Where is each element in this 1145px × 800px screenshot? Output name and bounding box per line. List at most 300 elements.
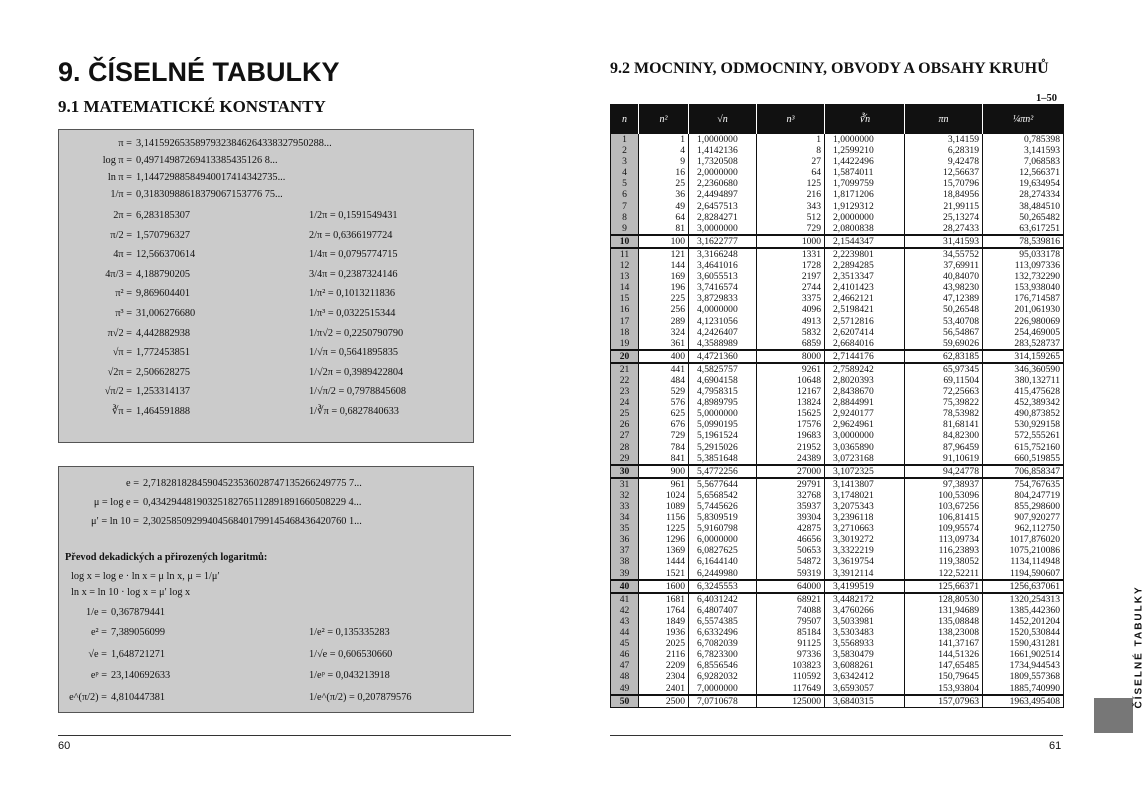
- table-cell: 4,2426407: [689, 327, 757, 338]
- table-cell: 147,65485: [905, 660, 983, 671]
- table-cell: 2209: [639, 660, 689, 671]
- table-cell: 3,7416574: [689, 282, 757, 293]
- table-cell: 75,39822: [905, 397, 983, 408]
- table-cell: 314,159265: [983, 350, 1064, 363]
- table-cell: 94,24778: [905, 465, 983, 478]
- table-cell: 13824: [757, 397, 825, 408]
- table-cell: 121: [639, 248, 689, 260]
- table-row: [611, 156, 1064, 167]
- table-row: [611, 593, 1064, 605]
- constant-value: 23,140692633: [111, 670, 171, 681]
- row-index: 6: [611, 189, 639, 200]
- table-cell: 117649: [757, 683, 825, 695]
- table-cell: 1089: [639, 501, 689, 512]
- table-cell: 4,7958315: [689, 386, 757, 397]
- row-index: 42: [611, 605, 639, 616]
- constant-value: 1,14472988584940017414342735...: [136, 172, 286, 183]
- table-cell: 729: [757, 223, 825, 235]
- table-cell: 289: [639, 316, 689, 327]
- row-index: 17: [611, 316, 639, 327]
- table-cell: 3,3019272: [825, 534, 905, 545]
- table-cell: 3,5830479: [825, 649, 905, 660]
- table-cell: 1: [757, 134, 825, 145]
- table-cell: 103,67256: [905, 501, 983, 512]
- table-row: [611, 282, 1064, 293]
- table-cell: 3,2396118: [825, 512, 905, 523]
- table-cell: 103823: [757, 660, 825, 671]
- table-cell: 2,5712816: [825, 316, 905, 327]
- table-cell: 116,23893: [905, 545, 983, 556]
- table-cell: 3,3322219: [825, 545, 905, 556]
- page-number-left: 60: [58, 740, 71, 752]
- table-cell: 65,97345: [905, 363, 983, 375]
- table-cell: 3,4760266: [825, 605, 905, 616]
- table-cell: 15625: [757, 408, 825, 419]
- table-cell: 144,51326: [905, 649, 983, 660]
- table-cell: 415,475628: [983, 386, 1064, 397]
- table-cell: 484: [639, 375, 689, 386]
- table-cell: 3,6342412: [825, 671, 905, 682]
- row-index: 33: [611, 501, 639, 512]
- table-cell: 1734,944543: [983, 660, 1064, 671]
- table-cell: 1134,114948: [983, 556, 1064, 567]
- table-row: [611, 605, 1064, 616]
- table-cell: 2,2894285: [825, 260, 905, 271]
- table-cell: 15,70796: [905, 178, 983, 189]
- constant-value: 0,43429448190325182765112891891660508229 4...: [143, 497, 362, 508]
- table-cell: 3,6593057: [825, 683, 905, 695]
- constant-value: 6,283185307: [136, 210, 191, 221]
- row-index: 41: [611, 593, 639, 605]
- table-cell: 196: [639, 282, 689, 293]
- row-index: 26: [611, 419, 639, 430]
- table-cell: 1,5874011: [825, 167, 905, 178]
- constant-value: 31,006276680: [136, 308, 196, 319]
- table-cell: 81,68141: [905, 419, 983, 430]
- table-cell: 3,1072325: [825, 465, 905, 478]
- table-cell: 2,3513347: [825, 271, 905, 282]
- table-cell: 9: [639, 156, 689, 167]
- table-cell: 21952: [757, 442, 825, 453]
- reciprocal-value: 1/2π = 0,1591549431: [309, 210, 398, 221]
- constant-label: π³ =: [115, 308, 132, 319]
- table-cell: 72,25663: [905, 386, 983, 397]
- constant-value: 4,810447381: [111, 691, 166, 703]
- table-cell: 400: [639, 350, 689, 363]
- table-cell: 141,37167: [905, 638, 983, 649]
- table-cell: 1225: [639, 523, 689, 534]
- row-index: 9: [611, 223, 639, 235]
- table-cell: 1764: [639, 605, 689, 616]
- table-cell: 150,79645: [905, 671, 983, 682]
- table-cell: 74088: [757, 605, 825, 616]
- table-cell: 169: [639, 271, 689, 282]
- table-cell: 12,56637: [905, 167, 983, 178]
- column-header: n³: [757, 105, 825, 135]
- table-cell: 91,10619: [905, 453, 983, 465]
- table-row: [611, 316, 1064, 327]
- table-cell: 1320,254313: [983, 593, 1064, 605]
- table-row: [611, 649, 1064, 660]
- table-cell: 346,360590: [983, 363, 1064, 375]
- table-cell: 1,4422496: [825, 156, 905, 167]
- table-cell: 4096: [757, 304, 825, 315]
- table-row: [611, 442, 1064, 453]
- table-cell: 0,785398: [983, 134, 1064, 145]
- table-cell: 3,5033981: [825, 616, 905, 627]
- table-cell: 1444: [639, 556, 689, 567]
- table-cell: 59319: [757, 568, 825, 580]
- constant-label: √e =: [88, 648, 107, 660]
- table-cell: 784: [639, 442, 689, 453]
- table-row: [611, 235, 1064, 248]
- row-index: 10: [611, 235, 639, 248]
- reciprocal-value: 1/e² = 0,135335283: [309, 627, 390, 638]
- table-row: [611, 338, 1064, 350]
- table-cell: 16: [639, 167, 689, 178]
- table-cell: 157,07963: [905, 695, 983, 708]
- table-cell: 1000: [757, 235, 825, 248]
- table-cell: 39304: [757, 512, 825, 523]
- reciprocal-value: 1/√π/2 = 0,7978845608: [309, 386, 407, 398]
- table-cell: 7,0710678: [689, 695, 757, 708]
- pi-constants-box: [58, 129, 474, 443]
- table-cell: 6,2449980: [689, 568, 757, 580]
- table-cell: 46656: [757, 534, 825, 545]
- table-cell: 6859: [757, 338, 825, 350]
- table-cell: 2,6457513: [689, 201, 757, 212]
- table-cell: 153,938040: [983, 282, 1064, 293]
- e-constants-box: [58, 466, 474, 713]
- table-cell: 706,858347: [983, 465, 1064, 478]
- table-cell: 3,4199519: [825, 580, 905, 593]
- table-cell: 56,54867: [905, 327, 983, 338]
- table-cell: 62,83185: [905, 350, 983, 363]
- table-cell: 754,767635: [983, 478, 1064, 490]
- table-row: [611, 260, 1064, 271]
- log-conversion-formula: ln x = ln 10 · log x = μ′ log x: [71, 587, 191, 598]
- constant-label: π =: [118, 138, 132, 149]
- row-index: 29: [611, 453, 639, 465]
- table-row: [611, 293, 1064, 304]
- table-row: [611, 408, 1064, 419]
- table-cell: 1521: [639, 568, 689, 580]
- table-cell: 1661,902514: [983, 649, 1064, 660]
- table-cell: 1452,201204: [983, 616, 1064, 627]
- reciprocal-value: 1/√e = 0,606530660: [309, 648, 393, 660]
- table-cell: 2,6207414: [825, 327, 905, 338]
- table-cell: 10648: [757, 375, 825, 386]
- constant-label: 4π/3 =: [105, 268, 132, 280]
- table-cell: 6,4807407: [689, 605, 757, 616]
- section-title-powers: 9.2 MOCNINY, ODMOCNINY, OBVODY A OBSAHY KRUHŮ: [610, 60, 1049, 77]
- table-cell: 576: [639, 397, 689, 408]
- row-index: 47: [611, 660, 639, 671]
- table-cell: 138,23008: [905, 627, 983, 638]
- footer-rule-right: [610, 735, 1063, 736]
- table-cell: 49: [639, 201, 689, 212]
- table-cell: 216: [757, 189, 825, 200]
- table-cell: 131,94689: [905, 605, 983, 616]
- table-cell: 125: [757, 178, 825, 189]
- table-row: [611, 189, 1064, 200]
- table-cell: 2,0000000: [825, 212, 905, 223]
- row-index: 37: [611, 545, 639, 556]
- table-cell: 452,389342: [983, 397, 1064, 408]
- constant-value: 1,464591888: [136, 406, 191, 417]
- table-cell: 113,097336: [983, 260, 1064, 271]
- row-index: 31: [611, 478, 639, 490]
- table-cell: 324: [639, 327, 689, 338]
- row-index: 23: [611, 386, 639, 397]
- reciprocal-value: 1/∛π = 0,6827840633: [309, 406, 399, 417]
- table-cell: 5,3851648: [689, 453, 757, 465]
- constant-value: 1,570796327: [136, 229, 191, 241]
- constant-value: 1,253314137: [136, 386, 191, 398]
- table-row: [611, 616, 1064, 627]
- table-cell: 3,1413807: [825, 478, 905, 490]
- log-conversion-formula: log x = log e · ln x = μ ln x, μ = 1/μ′: [71, 571, 220, 582]
- table-cell: 109,95574: [905, 523, 983, 534]
- table-cell: 2116: [639, 649, 689, 660]
- table-cell: 256: [639, 304, 689, 315]
- table-cell: 6,6332496: [689, 627, 757, 638]
- table-cell: 907,920277: [983, 512, 1064, 523]
- table-cell: 37,69911: [905, 260, 983, 271]
- table-cell: 7,0000000: [689, 683, 757, 695]
- table-cell: 1,7099759: [825, 178, 905, 189]
- table-cell: 2,9240177: [825, 408, 905, 419]
- constant-label: π√2 =: [107, 327, 132, 339]
- table-cell: 4,6904158: [689, 375, 757, 386]
- table-cell: 2,7589242: [825, 363, 905, 375]
- table-cell: 3,1748021: [825, 490, 905, 501]
- table-cell: 21,99115: [905, 201, 983, 212]
- table-row: [611, 695, 1064, 708]
- table-cell: 63,617251: [983, 223, 1064, 235]
- table-cell: 1296: [639, 534, 689, 545]
- table-cell: 6,7823300: [689, 649, 757, 660]
- table-cell: 441: [639, 363, 689, 375]
- table-row: [611, 397, 1064, 408]
- constant-label: e =: [126, 478, 139, 489]
- table-cell: 1369: [639, 545, 689, 556]
- table-cell: 1520,530844: [983, 627, 1064, 638]
- table-cell: 3,0365890: [825, 442, 905, 453]
- table-cell: 100,53096: [905, 490, 983, 501]
- table-cell: 5,2915026: [689, 442, 757, 453]
- row-index: 40: [611, 580, 639, 593]
- chapter-title: 9. ČÍSELNÉ TABULKY: [58, 57, 340, 87]
- constant-label: 4π =: [113, 249, 132, 261]
- constant-label: ∛π =: [111, 406, 132, 417]
- table-cell: 3,1622777: [689, 235, 757, 248]
- chapter-side-tab: [1094, 698, 1133, 733]
- reciprocal-value: 1/e^(π/2) = 0,207879576: [309, 691, 412, 703]
- table-cell: 5,1961524: [689, 430, 757, 441]
- table-row: [611, 501, 1064, 512]
- table-cell: 144: [639, 260, 689, 271]
- table-cell: 1,4142136: [689, 145, 757, 156]
- table-cell: 5,4772256: [689, 465, 757, 478]
- section-title-constants: 9.1 MATEMATICKÉ KONSTANTY: [58, 97, 326, 116]
- table-cell: 17576: [757, 419, 825, 430]
- table-cell: 1728: [757, 260, 825, 271]
- reciprocal-value: 1/√2π = 0,3989422804: [309, 366, 404, 378]
- table-cell: 3,3619754: [825, 556, 905, 567]
- table-cell: 84,82300: [905, 430, 983, 441]
- row-index: 20: [611, 350, 639, 363]
- row-index: 36: [611, 534, 639, 545]
- table-row: [611, 375, 1064, 386]
- table-cell: 3,3912114: [825, 568, 905, 580]
- constant-value: 3,14159265358979323846264338327950288...: [136, 138, 332, 149]
- table-cell: 3,6088261: [825, 660, 905, 671]
- table-row: [611, 523, 1064, 534]
- table-range-label: 1–50: [1036, 93, 1057, 104]
- table-cell: 12,566371: [983, 167, 1064, 178]
- table-cell: 1,2599210: [825, 145, 905, 156]
- table-row: [611, 478, 1064, 490]
- table-row: [611, 671, 1064, 682]
- table-cell: 87,96459: [905, 442, 983, 453]
- table-cell: 19683: [757, 430, 825, 441]
- reciprocal-value: 1/eᵖ = 0,043213918: [309, 670, 390, 681]
- table-cell: 64: [757, 167, 825, 178]
- table-cell: 1936: [639, 627, 689, 638]
- table-cell: 5,8309519: [689, 512, 757, 523]
- table-cell: 42875: [757, 523, 825, 534]
- table-cell: 3,0000000: [825, 430, 905, 441]
- table-cell: 1156: [639, 512, 689, 523]
- table-cell: 1681: [639, 593, 689, 605]
- table-cell: 8: [757, 145, 825, 156]
- table-cell: 9,42478: [905, 156, 983, 167]
- table-row: [611, 304, 1064, 315]
- table-cell: 4,1231056: [689, 316, 757, 327]
- table-cell: 79507: [757, 616, 825, 627]
- table-cell: 4,5825757: [689, 363, 757, 375]
- reciprocal-value: 1/π√2 = 0,2250790790: [309, 327, 404, 339]
- table-row: [611, 327, 1064, 338]
- column-header: n²: [639, 105, 689, 135]
- table-cell: 3,3166248: [689, 248, 757, 260]
- row-index: 3: [611, 156, 639, 167]
- constant-label: e^(π/2) =: [69, 691, 107, 703]
- table-cell: 132,732290: [983, 271, 1064, 282]
- table-cell: 6,0827625: [689, 545, 757, 556]
- constant-value: 0,31830988618379067153776 75...: [136, 189, 283, 200]
- table-cell: 529: [639, 386, 689, 397]
- table-row: [611, 178, 1064, 189]
- table-cell: 572,555261: [983, 430, 1064, 441]
- table-cell: 4,0000000: [689, 304, 757, 315]
- constant-value: 2,71828182845904523536028747135266249775 7...: [143, 478, 362, 489]
- constant-value: 0,49714987269413385435126 8...: [136, 155, 278, 166]
- table-cell: 54872: [757, 556, 825, 567]
- constant-label: μ = log e =: [93, 497, 139, 508]
- table-row: [611, 638, 1064, 649]
- table-cell: 1194,590607: [983, 568, 1064, 580]
- table-cell: 804,247719: [983, 490, 1064, 501]
- table-cell: 81: [639, 223, 689, 235]
- row-index: 1: [611, 134, 639, 145]
- table-row: [611, 512, 1064, 523]
- table-cell: 6,7082039: [689, 638, 757, 649]
- row-index: 13: [611, 271, 639, 282]
- table-cell: 2197: [757, 271, 825, 282]
- table-cell: 27: [757, 156, 825, 167]
- row-index: 12: [611, 260, 639, 271]
- table-cell: 1017,876020: [983, 534, 1064, 545]
- table-cell: 201,061930: [983, 304, 1064, 315]
- table-cell: 530,929158: [983, 419, 1064, 430]
- table-cell: 2,0800838: [825, 223, 905, 235]
- table-cell: 97,38937: [905, 478, 983, 490]
- table-cell: 29791: [757, 478, 825, 490]
- table-cell: 2500: [639, 695, 689, 708]
- constant-label: μ′ = ln 10 =: [91, 516, 139, 527]
- constant-label: 1/e =: [86, 607, 107, 618]
- reciprocal-value: 1/√π = 0,5641895835: [309, 347, 399, 359]
- table-cell: 490,873852: [983, 408, 1064, 419]
- table-cell: 50653: [757, 545, 825, 556]
- row-index: 2: [611, 145, 639, 156]
- table-cell: 1809,557368: [983, 671, 1064, 682]
- row-index: 48: [611, 671, 639, 682]
- table-cell: 6,5574385: [689, 616, 757, 627]
- table-row: [611, 568, 1064, 580]
- table-cell: 2401: [639, 683, 689, 695]
- table-row: [611, 534, 1064, 545]
- table-cell: 119,38052: [905, 556, 983, 567]
- table-cell: 27000: [757, 465, 825, 478]
- table-cell: 4913: [757, 316, 825, 327]
- table-cell: 8000: [757, 350, 825, 363]
- table-cell: 226,980069: [983, 316, 1064, 327]
- constant-value: 1,772453851: [136, 347, 191, 359]
- row-index: 39: [611, 568, 639, 580]
- row-index: 16: [611, 304, 639, 315]
- table-cell: 4,8989795: [689, 397, 757, 408]
- constant-label: ln π =: [107, 172, 132, 183]
- row-index: 18: [611, 327, 639, 338]
- table-cell: 2,0000000: [689, 167, 757, 178]
- table-cell: 2,2239801: [825, 248, 905, 260]
- table-cell: 3,4641016: [689, 260, 757, 271]
- table-cell: 2304: [639, 671, 689, 682]
- row-index: 49: [611, 683, 639, 695]
- table-cell: 59,69026: [905, 338, 983, 350]
- row-index: 24: [611, 397, 639, 408]
- table-cell: 4,4721360: [689, 350, 757, 363]
- table-cell: 2,1544347: [825, 235, 905, 248]
- row-index: 19: [611, 338, 639, 350]
- table-cell: 36: [639, 189, 689, 200]
- constant-label: log π =: [102, 155, 132, 166]
- table-cell: 3,14159: [905, 134, 983, 145]
- table-row: [611, 556, 1064, 567]
- table-cell: 1,7320508: [689, 156, 757, 167]
- constant-label: √π/2 =: [104, 386, 132, 398]
- constant-label: π/2 =: [110, 229, 132, 241]
- side-tab-label: ČÍSELNÉ TABULKY: [1133, 585, 1145, 709]
- table-row: [611, 453, 1064, 465]
- table-cell: 34,55752: [905, 248, 983, 260]
- constant-value: 9,869604401: [136, 288, 191, 300]
- table-cell: 176,714587: [983, 293, 1064, 304]
- table-cell: 3,141593: [983, 145, 1064, 156]
